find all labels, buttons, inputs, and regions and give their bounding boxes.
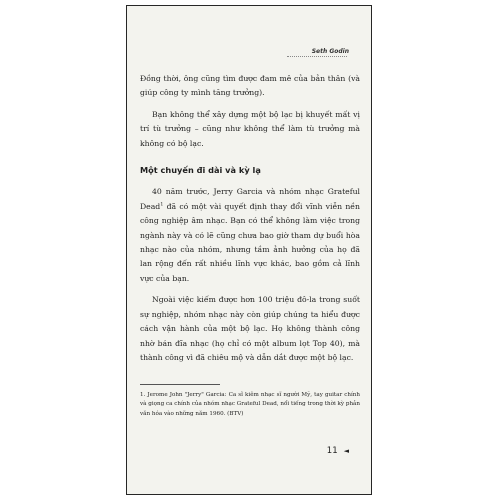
running-header-author: Seth Godin [311, 48, 349, 55]
book-page [126, 5, 372, 495]
paragraph-1: Đồng thời, ông cũng tìm được đam mê của bản thân (và giúp công ty mình tăng trưởng). [140, 74, 360, 98]
page-number: 11 [326, 446, 338, 456]
paragraph-3-rest: đã có một vài quyết định thay đổi vĩnh viễn nền công nghiệp âm nhạc. Bạn có thể không làm việc trong ngành này và có lẽ cũng chưa bao giờ tham dự buổi hòa nhạc nào của nhóm, nhưng tầm ảnh hưởng của họ đã lan rộng đến rất nhiều lĩnh vực khác, bao gồm cả lĩnh vực của bạn. [140, 201, 360, 283]
left-arrow-icon: ◄ [343, 447, 349, 455]
footnote-marker: 1 [160, 201, 164, 208]
paragraph-4: Ngoài việc kiếm được hơn 100 triệu đô-la trong suốt sự nghiệp, nhóm nhạc này còn giúp chúng ta hiểu được cách vận hành của một bộ lạc. Họ không thành công nhờ bán đĩa nhạc (họ chỉ có một album lọt Top 40), mà thành công vì đã chiêu mộ và dẫn dắt được một bộ lạc. [140, 295, 360, 362]
paragraph-2: Bạn không thể xây dựng một bộ lạc bị khuyết mất vị trí tù trưởng – cũng như không thể làm tù trưởng mà không có bộ lạc. [140, 109, 360, 148]
paragraph-3 [140, 185, 360, 286]
header-rule [287, 56, 347, 57]
page-number-block [327, 446, 349, 456]
body-text [140, 72, 360, 372]
section-heading: Một chuyến đi dài và kỳ lạ [140, 165, 261, 176]
footnote-rule [140, 384, 220, 385]
footnote: 1. Jerome John "Jerry" Garcia: Ca sĩ kiêm nhạc sĩ người Mỹ, tay guitar chính và giọng ca chính của nhóm nhạc Grateful Dead, nổi tiếng trong thời kỳ phản văn hóa vào những năm 1960. (BTV) [140, 392, 360, 417]
paragraph-3-start: 40 năm trước, Jerry Garcia và nhóm nhạc Grateful Dead [140, 187, 360, 211]
